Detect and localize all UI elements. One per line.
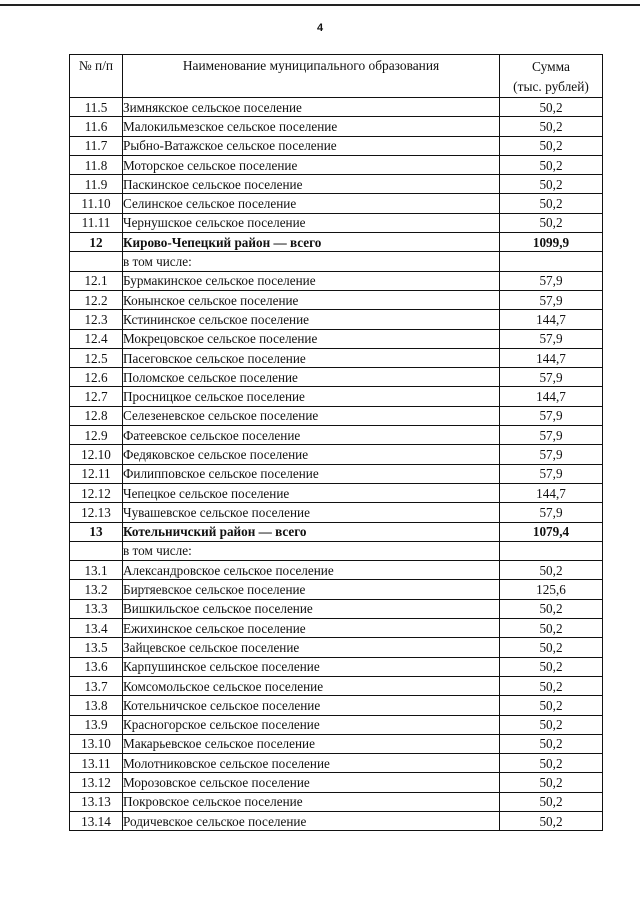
table-row	[70, 117, 603, 136]
cell-name: Селинское сельское поселение	[123, 194, 500, 213]
cell-num: 11.9	[70, 175, 123, 194]
cell-name: в том числе:	[123, 541, 500, 560]
cell-name: Поломское сельское поселение	[123, 368, 500, 387]
top-rule	[0, 4, 640, 6]
table-row	[70, 368, 603, 387]
cell-sum: 144,7	[500, 483, 603, 502]
header-sum-line2: (тыс. рублей)	[513, 79, 589, 94]
cell-num: 12.10	[70, 445, 123, 464]
cell-name: Паскинское сельское поселение	[123, 175, 500, 194]
cell-sum: 50,2	[500, 136, 603, 155]
table-row	[70, 406, 603, 425]
cell-name: Моторское сельское поселение	[123, 155, 500, 174]
cell-sum: 57,9	[500, 271, 603, 290]
cell-sum: 50,2	[500, 155, 603, 174]
cell-num: 11.10	[70, 194, 123, 213]
cell-sum: 57,9	[500, 445, 603, 464]
cell-num: 13.4	[70, 619, 123, 638]
table-row-total	[70, 233, 603, 252]
cell-name: Просницкое сельское поселение	[123, 387, 500, 406]
cell-name: Кстининское сельское поселение	[123, 310, 500, 329]
cell-name: Александровское сельское поселение	[123, 561, 500, 580]
header-name: Наименование муниципального образования	[123, 55, 500, 98]
table-row	[70, 561, 603, 580]
cell-name: Филипповское сельское поселение	[123, 464, 500, 483]
cell-sum: 50,2	[500, 696, 603, 715]
cell-name: Чувашевское сельское поселение	[123, 503, 500, 522]
cell-num: 13.7	[70, 676, 123, 695]
cell-sum: 1099,9	[500, 233, 603, 252]
cell-num: 12.1	[70, 271, 123, 290]
cell-name: Комсомольское сельское поселение	[123, 676, 500, 695]
table-row	[70, 734, 603, 753]
cell-num: 13.5	[70, 638, 123, 657]
cell-num: 12.13	[70, 503, 123, 522]
page-number: 4	[316, 22, 324, 34]
cell-num: 11.8	[70, 155, 123, 174]
cell-name: Зайцевское сельское поселение	[123, 638, 500, 657]
cell-name: Чепецкое сельское поселение	[123, 483, 500, 502]
cell-name: Чернушское сельское поселение	[123, 213, 500, 232]
table-row-total	[70, 522, 603, 541]
cell-sum: 50,2	[500, 638, 603, 657]
cell-name: Бурмакинское сельское поселение	[123, 271, 500, 290]
cell-name: Зимнякское сельское поселение	[123, 98, 500, 117]
cell-sum: 50,2	[500, 657, 603, 676]
cell-num: 12.9	[70, 426, 123, 445]
cell-num: 13.10	[70, 734, 123, 753]
cell-sum: 57,9	[500, 290, 603, 309]
cell-name: Конынское сельское поселение	[123, 290, 500, 309]
cell-sum: 1079,4	[500, 522, 603, 541]
cell-num: 12.3	[70, 310, 123, 329]
cell-num: 13.11	[70, 754, 123, 773]
table-row	[70, 773, 603, 792]
cell-num: 13.3	[70, 599, 123, 618]
header-row	[70, 55, 603, 98]
cell-sum: 144,7	[500, 348, 603, 367]
table-row	[70, 271, 603, 290]
cell-num: 12.12	[70, 483, 123, 502]
cell-sum: 125,6	[500, 580, 603, 599]
cell-sum: 57,9	[500, 406, 603, 425]
cell-name: Пасеговское сельское поселение	[123, 348, 500, 367]
table-row	[70, 503, 603, 522]
table-row	[70, 541, 603, 560]
cell-sum: 50,2	[500, 599, 603, 618]
table-header	[70, 55, 603, 98]
cell-sum	[500, 541, 603, 560]
cell-sum: 50,2	[500, 734, 603, 753]
cell-sum: 50,2	[500, 792, 603, 811]
cell-name: Вишкильское сельское поселение	[123, 599, 500, 618]
cell-sum: 57,9	[500, 329, 603, 348]
table-row	[70, 696, 603, 715]
cell-name: Малокильмезское сельское поселение	[123, 117, 500, 136]
table-row	[70, 426, 603, 445]
table-row	[70, 638, 603, 657]
table-row	[70, 348, 603, 367]
table-row	[70, 676, 603, 695]
cell-name: Ежихинское сельское поселение	[123, 619, 500, 638]
cell-sum: 144,7	[500, 310, 603, 329]
table-row	[70, 252, 603, 271]
cell-sum: 50,2	[500, 754, 603, 773]
table-row	[70, 811, 603, 830]
cell-num: 13.2	[70, 580, 123, 599]
cell-sum	[500, 252, 603, 271]
cell-num: 13.6	[70, 657, 123, 676]
table-row	[70, 387, 603, 406]
table-row	[70, 619, 603, 638]
cell-num: 11.6	[70, 117, 123, 136]
header-sum	[500, 55, 603, 98]
cell-name: Макарьевское сельское поселение	[123, 734, 500, 753]
table-row	[70, 155, 603, 174]
cell-sum: 50,2	[500, 98, 603, 117]
cell-name: Покровское сельское поселение	[123, 792, 500, 811]
cell-sum: 50,2	[500, 811, 603, 830]
cell-num: 12.7	[70, 387, 123, 406]
cell-name: Федяковское сельское поселение	[123, 445, 500, 464]
cell-name: Рыбно-Ватажское сельское поселение	[123, 136, 500, 155]
table-row	[70, 310, 603, 329]
table-row	[70, 483, 603, 502]
cell-sum: 50,2	[500, 175, 603, 194]
cell-sum: 57,9	[500, 426, 603, 445]
header-num: № п/п	[70, 55, 123, 98]
cell-num: 11.7	[70, 136, 123, 155]
cell-num: 12.5	[70, 348, 123, 367]
cell-name: в том числе:	[123, 252, 500, 271]
cell-sum: 57,9	[500, 464, 603, 483]
cell-num	[70, 252, 123, 271]
table-row	[70, 175, 603, 194]
table-row	[70, 445, 603, 464]
cell-num: 11.11	[70, 213, 123, 232]
cell-num: 12	[70, 233, 123, 252]
cell-num: 12.2	[70, 290, 123, 309]
cell-name: Котельничское сельское поселение	[123, 696, 500, 715]
cell-sum: 50,2	[500, 715, 603, 734]
table-body	[70, 98, 603, 831]
cell-num: 13.13	[70, 792, 123, 811]
cell-num: 13.1	[70, 561, 123, 580]
cell-sum: 50,2	[500, 619, 603, 638]
cell-name: Котельничский район — всего	[123, 522, 500, 541]
cell-num: 13.12	[70, 773, 123, 792]
cell-num: 13.9	[70, 715, 123, 734]
cell-name: Биртяевское сельское поселение	[123, 580, 500, 599]
table-row	[70, 464, 603, 483]
cell-sum: 50,2	[500, 194, 603, 213]
table-row	[70, 290, 603, 309]
allocation-table	[69, 54, 603, 831]
cell-name: Молотниковское сельское поселение	[123, 754, 500, 773]
cell-sum: 57,9	[500, 368, 603, 387]
table-row	[70, 599, 603, 618]
cell-sum: 57,9	[500, 503, 603, 522]
table-row	[70, 213, 603, 232]
cell-name: Кирово-Чепецкий район — всего	[123, 233, 500, 252]
cell-sum: 50,2	[500, 676, 603, 695]
table-row	[70, 580, 603, 599]
cell-name: Селезеневское сельское поселение	[123, 406, 500, 425]
cell-name: Красногорское сельское поселение	[123, 715, 500, 734]
cell-name: Фатеевское сельское поселение	[123, 426, 500, 445]
cell-num: 12.11	[70, 464, 123, 483]
cell-num: 13	[70, 522, 123, 541]
cell-num: 12.8	[70, 406, 123, 425]
cell-sum: 50,2	[500, 117, 603, 136]
table-row	[70, 792, 603, 811]
cell-sum: 50,2	[500, 773, 603, 792]
table-row	[70, 194, 603, 213]
cell-num: 12.6	[70, 368, 123, 387]
table-row	[70, 715, 603, 734]
cell-num: 12.4	[70, 329, 123, 348]
cell-name: Родичевское сельское поселение	[123, 811, 500, 830]
cell-sum: 144,7	[500, 387, 603, 406]
table-row	[70, 98, 603, 117]
table-row	[70, 136, 603, 155]
cell-num: 13.8	[70, 696, 123, 715]
table-row	[70, 657, 603, 676]
cell-sum: 50,2	[500, 561, 603, 580]
cell-num: 11.5	[70, 98, 123, 117]
cell-sum: 50,2	[500, 213, 603, 232]
header-sum-line1: Сумма	[532, 59, 570, 74]
cell-name: Мокрецовское сельское поселение	[123, 329, 500, 348]
cell-num	[70, 541, 123, 560]
cell-name: Морозовское сельское поселение	[123, 773, 500, 792]
cell-num: 13.14	[70, 811, 123, 830]
cell-name: Карпушинское сельское поселение	[123, 657, 500, 676]
table-row	[70, 754, 603, 773]
table-row	[70, 329, 603, 348]
